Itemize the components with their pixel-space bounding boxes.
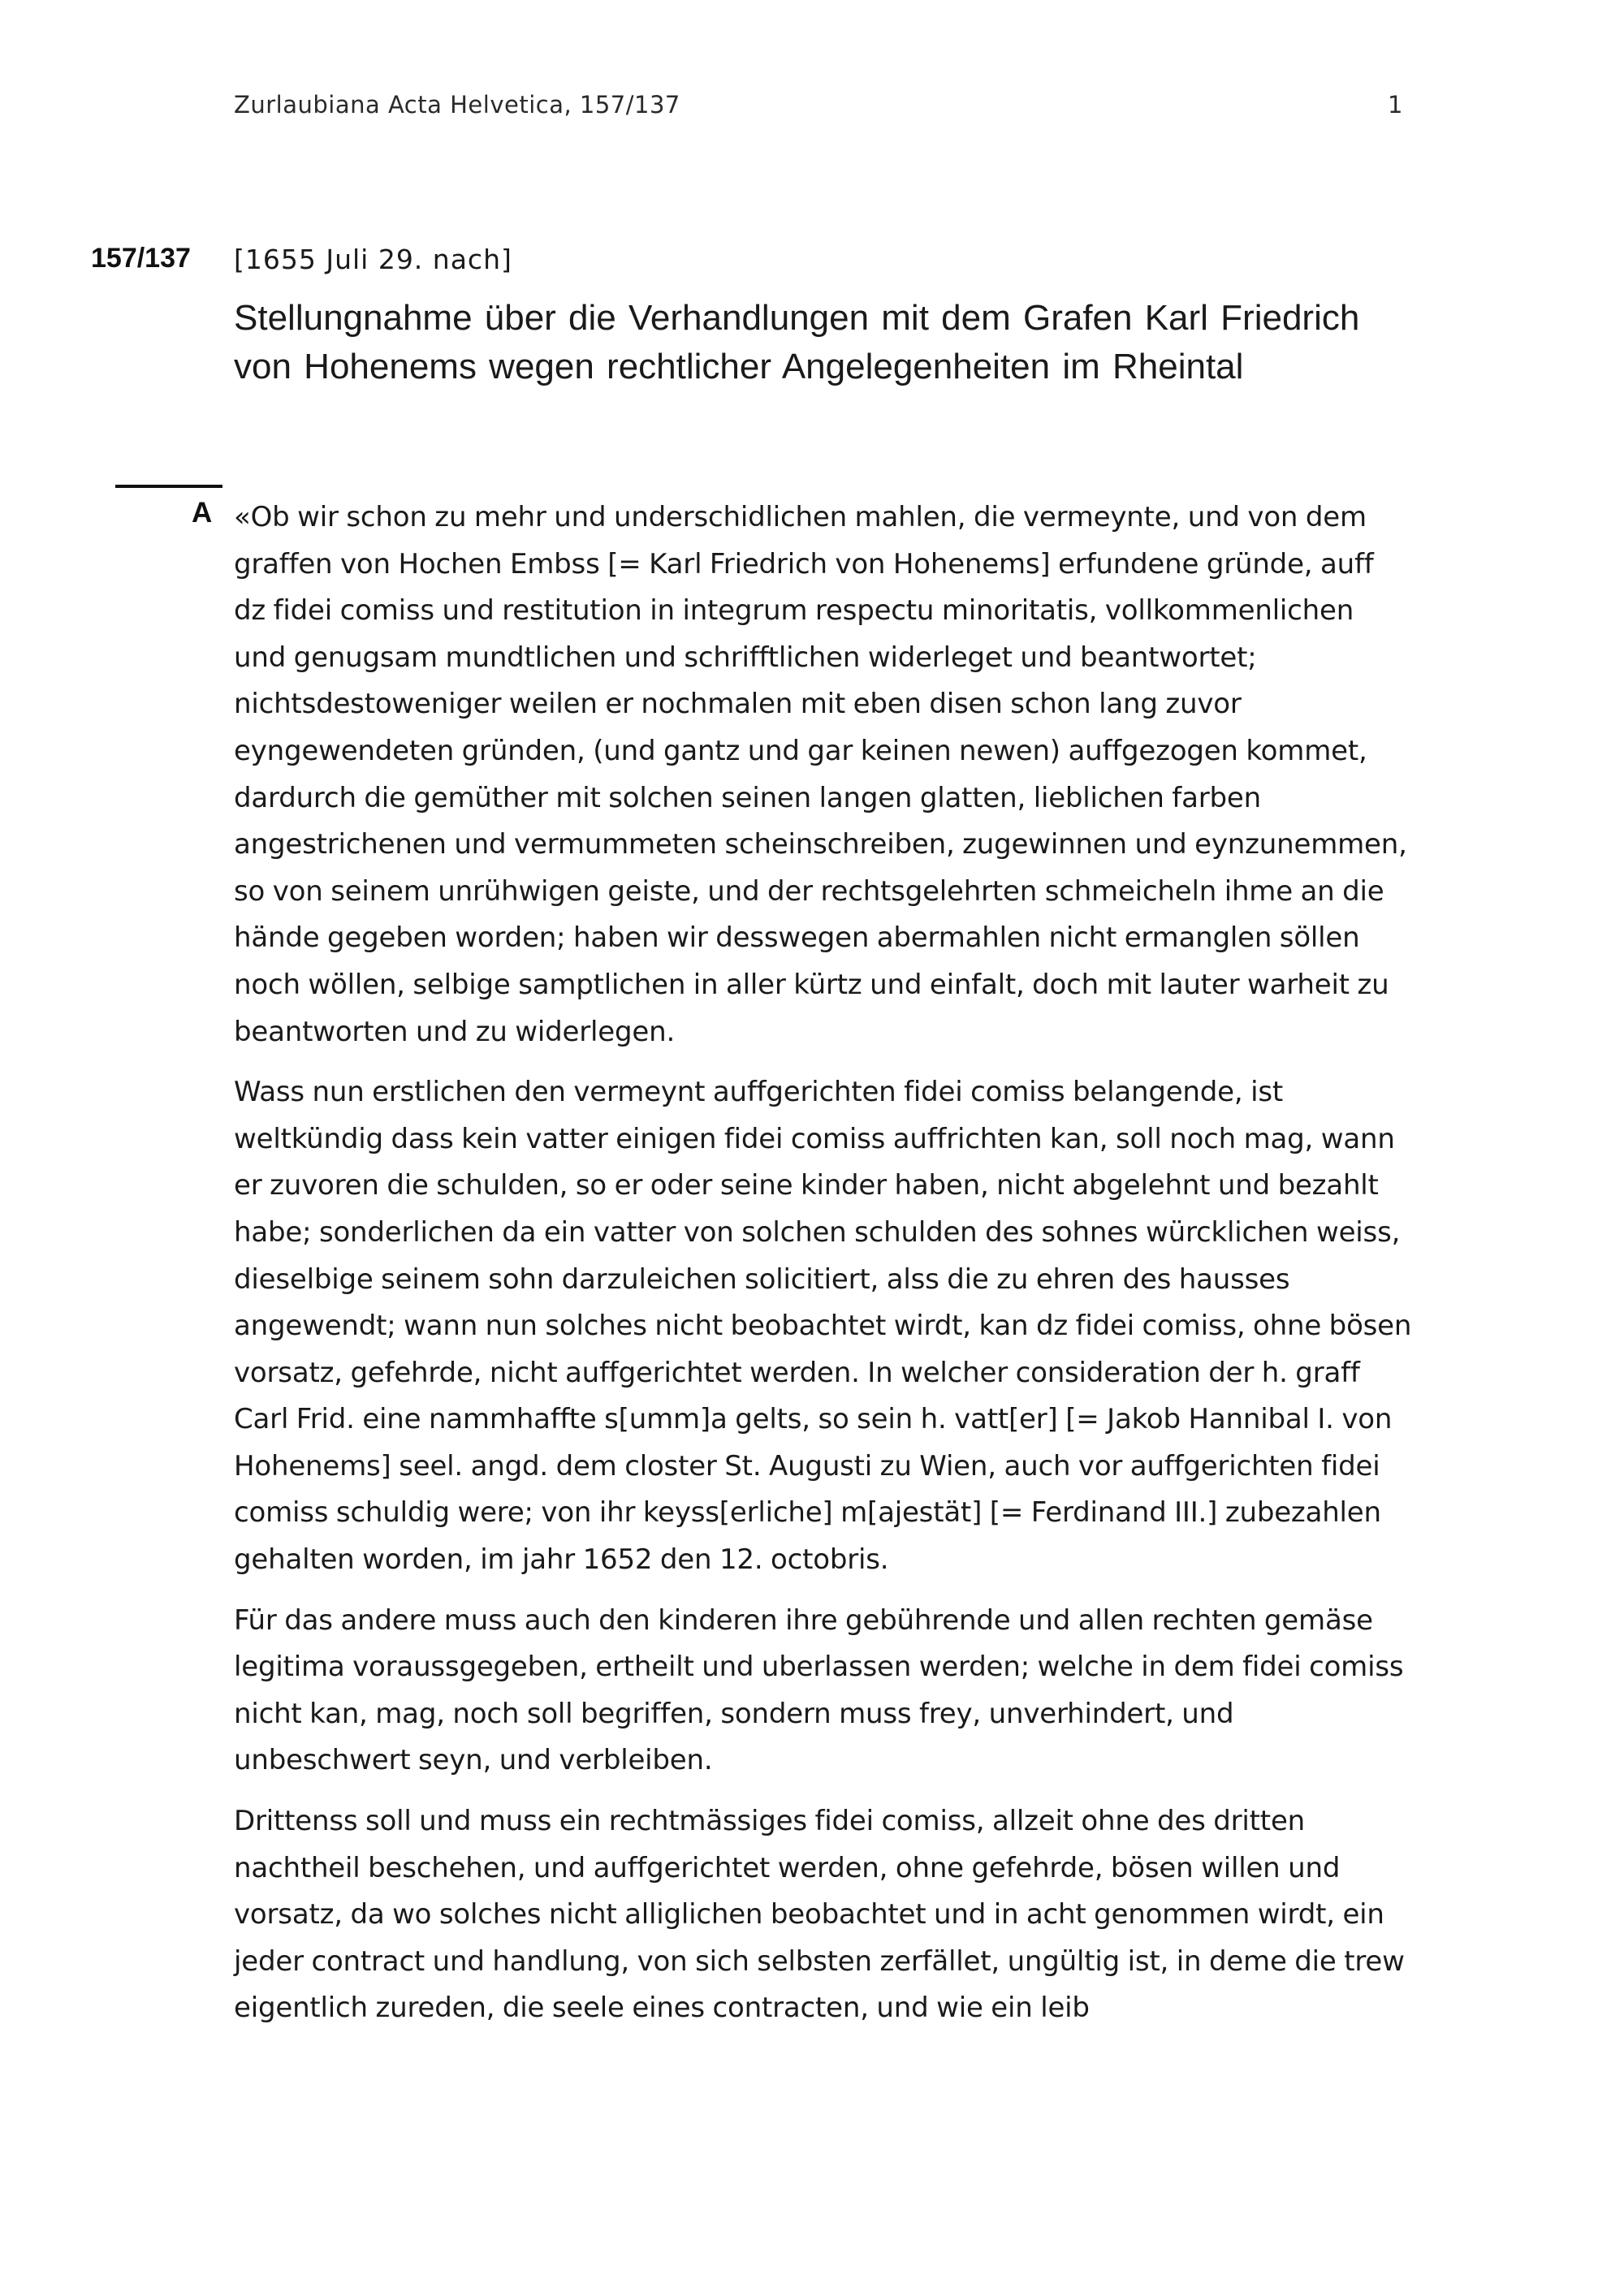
document-number: 157/137 — [91, 243, 191, 274]
document-heading: Stellungnahme über die Verhandlungen mit dem Grafen Karl Friedrich von Hohenems wegen rechtlicher Angelegenheiten im Rheintal — [234, 298, 1360, 386]
document-body — [234, 494, 1413, 2046]
running-head-title: Zurlaubiana Acta Helvetica, 157/137 — [234, 91, 680, 119]
body-paragraph: Wass nun erstlichen den vermeynt auffgerichten fidei comiss belangende, ist weltkündig dass kein vatter einigen fidei comiss auffrichten kan, soll noch mag, wann er zuvoren die schulden, so er oder seine kinder haben, nicht abgelehnt und bezahlt habe; sonderlichen da ein vatter von solchen schulden des sohnes würcklichen weiss, dieselbige seinem sohn darzuleichen solicitiert, alss die zu ehren des hausses angewendt; wann nun solches nicht beobachtet wirdt, kan dz fidei comiss, ohne bösen vorsatz, gefehrde, nicht auffgerichtet werden. In welcher consideration der h. graff Carl Frid. eine nammhaffte s[umm]a gelts, so sein h. vatt[er] [= Jakob Hannibal I. von Hohenems] seel. angd. dem closter St. Augusti zu Wien, auch vor auffgerichten fidei comiss schuldig were; von ihr keyss[erliche] m[ajestät] [= Ferdinand III.] zubezahlen gehalten worden, im jahr 1652 den 12. octobris. — [234, 1076, 1412, 1577]
body-paragraph: «Ob wir schon zu mehr und underschidlichen mahlen, die vermeynte, und von dem graffen von Hochen Embss [= Karl Friedrich von Hohenems] erfundene gründe, auff dz fidei comiss und restitution in integrum respectu minoritatis, vollkommenlichen und genugsam mundtlichen und schrifftlichen widerleget und beantwortet; nichtsdestoweniger weilen er nochmalen mit eben disen schon lang zuvor eyngewendeten gründen, (und gantz und gar keinen newen) auffgezogen kommet, dardurch die gemüther mit solchen seinen langen glatten, lieblichen farben angestrichenen und vermummeten scheinschreiben, zugewinnen und eynzunemmen, so von seinem unrühwigen geiste, und der rechtsgelehrten schmeicheln ihme an die hände gegeben worden; haben wir desswegen abermahlen nicht ermanglen söllen noch wöllen, selbige samptlichen in aller kürtz und einfalt, doch mit lauter warheit zu beantworten und zu widerlegen. — [234, 501, 1407, 1048]
document-date: [1655 Juli 29. nach] — [234, 244, 512, 275]
body-paragraph: Drittenss soll und muss ein rechtmässiges fidei comiss, allzeit ohne des dritten nachtheil beschehen, und auffgerichtet werden, ohne gefehrde, bösen willen und vorsatz, da wo solches nicht alliglichen beobachtet und in acht genommen wirdt, ein jeder contract und handlung, von sich selbsten zerfället, ungültig ist, in deme die trew eigentlich zureden, die seele eines contracten, und wie ein leib — [234, 1805, 1405, 2025]
witness-label: A — [192, 497, 213, 529]
section-rule — [115, 485, 222, 488]
page-number: 1 — [1388, 91, 1403, 119]
body-paragraph: Für das andere muss auch den kinderen ihre gebührende und allen rechten gemäse legitima voraussgegeben, ertheilt und uberlassen werden; welche in dem fidei comiss nicht kan, mag, noch soll begriffen, sondern muss frey, unverhindert, und unbeschwert seyn, und verbleiben. — [234, 1603, 1404, 1777]
